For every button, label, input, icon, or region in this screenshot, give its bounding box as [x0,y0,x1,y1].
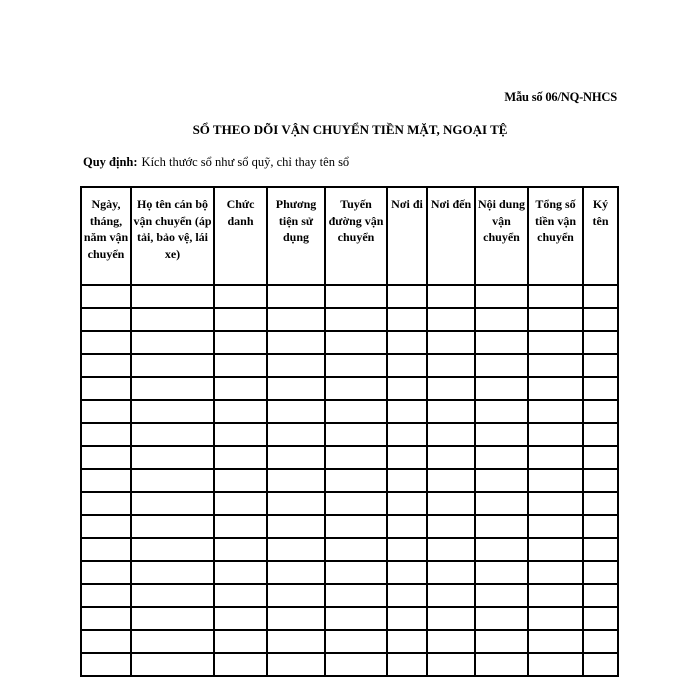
table-cell [131,377,214,400]
table-cell [427,492,475,515]
table-cell [427,377,475,400]
table-cell [427,469,475,492]
table-cell [267,492,325,515]
table-cell [81,308,131,331]
table-row [81,538,618,561]
table-cell [387,653,427,676]
header-staff-name: Họ tên cán bộ vận chuyển (áp tải, bảo vệ, lái xe) [131,187,214,285]
table-cell [427,285,475,308]
table-cell [387,538,427,561]
header-content: Nội dung vận chuyển [475,187,528,285]
table-cell [427,308,475,331]
table-cell [325,377,387,400]
table-cell [475,607,528,630]
table-cell [267,607,325,630]
table-cell [583,285,618,308]
table-cell [475,538,528,561]
table-row [81,630,618,653]
table-cell [387,607,427,630]
table-row [81,423,618,446]
table-cell [583,469,618,492]
table-cell [325,331,387,354]
table-cell [387,515,427,538]
table-cell [131,423,214,446]
table-cell [131,607,214,630]
table-cell [528,331,583,354]
table-cell [528,377,583,400]
table-cell [214,308,267,331]
table-cell [81,630,131,653]
table-cell [475,308,528,331]
table-cell [528,607,583,630]
table-cell [475,584,528,607]
table-cell [387,400,427,423]
table-cell [131,653,214,676]
table-cell [583,653,618,676]
table-cell [325,446,387,469]
table-cell [214,354,267,377]
table-cell [528,285,583,308]
table-cell [131,630,214,653]
table-cell [583,446,618,469]
table-cell [267,446,325,469]
table-row [81,584,618,607]
table-cell [267,423,325,446]
table-cell [528,492,583,515]
table-cell [131,584,214,607]
table-cell [81,653,131,676]
table-cell [267,285,325,308]
table-cell [387,354,427,377]
ledger-body [81,285,618,676]
table-cell [325,469,387,492]
header-signature: Ký tên [583,187,618,285]
table-cell [528,630,583,653]
table-cell [81,400,131,423]
table-cell [81,469,131,492]
table-cell [427,584,475,607]
table-cell [475,331,528,354]
table-cell [528,561,583,584]
table-row [81,469,618,492]
table-cell [387,377,427,400]
table-cell [583,308,618,331]
header-vehicle: Phương tiện sử dụng [267,187,325,285]
table-cell [387,285,427,308]
table-cell [81,492,131,515]
table-cell [267,538,325,561]
table-cell [214,492,267,515]
table-cell [387,308,427,331]
table-cell [325,423,387,446]
table-cell [475,285,528,308]
table-cell [81,354,131,377]
document-title: SỔ THEO DÕI VẬN CHUYỂN TIỀN MẶT, NGOẠI TỆ [192,122,508,137]
table-cell [427,538,475,561]
table-cell [528,538,583,561]
table-cell [427,607,475,630]
table-cell [81,423,131,446]
table-cell [528,584,583,607]
table-cell [475,354,528,377]
table-cell [81,446,131,469]
table-cell [475,446,528,469]
table-cell [583,584,618,607]
table-cell [583,354,618,377]
table-cell [131,354,214,377]
table-cell [475,469,528,492]
table-cell [131,561,214,584]
header-destination: Nơi đến [427,187,475,285]
transport-ledger-table [80,186,619,677]
table-cell [528,423,583,446]
table-cell [214,423,267,446]
table-cell [528,515,583,538]
table-cell [81,515,131,538]
table-cell [528,354,583,377]
table-cell [475,400,528,423]
table-cell [427,653,475,676]
table-cell [267,630,325,653]
table-cell [583,515,618,538]
table-cell [214,400,267,423]
table-row [81,561,618,584]
table-cell [325,630,387,653]
table-cell [583,561,618,584]
table-cell [427,354,475,377]
table-cell [81,331,131,354]
header-route: Tuyến đường vận chuyển [325,187,387,285]
table-cell [325,400,387,423]
table-cell [427,400,475,423]
table-cell [325,354,387,377]
table-cell [583,607,618,630]
table-cell [583,492,618,515]
table-cell [81,285,131,308]
table-cell [528,446,583,469]
table-cell [427,423,475,446]
table-row [81,492,618,515]
regulation-text: Kích thước sổ như sổ quỹ, chỉ thay tên sổ [141,155,350,169]
table-cell [325,653,387,676]
table-cell [387,469,427,492]
table-cell [267,400,325,423]
table-cell [214,285,267,308]
table-row [81,331,618,354]
table-cell [131,469,214,492]
table-cell [427,630,475,653]
table-cell [267,561,325,584]
table-cell [214,561,267,584]
table-cell [325,308,387,331]
table-row [81,653,618,676]
table-cell [131,331,214,354]
form-code: Mẫu số 06/NQ-NHCS [504,90,617,104]
table-cell [267,308,325,331]
table-cell [475,377,528,400]
table-cell [214,630,267,653]
table-cell [325,584,387,607]
table-cell [267,584,325,607]
header-origin: Nơi đi [387,187,427,285]
table-row [81,515,618,538]
table-row [81,400,618,423]
table-cell [427,331,475,354]
regulation-note [83,155,349,170]
table-cell [475,423,528,446]
table-cell [81,561,131,584]
table-cell [387,446,427,469]
table-cell [214,538,267,561]
table-cell [131,492,214,515]
table-cell [427,446,475,469]
table-cell [267,653,325,676]
table-cell [81,607,131,630]
table-cell [475,561,528,584]
table-row [81,377,618,400]
table-cell [387,630,427,653]
table-cell [387,584,427,607]
table-cell [214,331,267,354]
table-row [81,354,618,377]
table-cell [267,377,325,400]
table-cell [475,492,528,515]
table-cell [387,561,427,584]
table-cell [81,584,131,607]
table-cell [325,492,387,515]
table-cell [475,630,528,653]
table-cell [528,400,583,423]
table-cell [325,607,387,630]
table-cell [131,285,214,308]
table-cell [214,446,267,469]
table-row [81,308,618,331]
table-cell [214,377,267,400]
header-date: Ngày, tháng, năm vận chuyển [81,187,131,285]
table-cell [325,285,387,308]
header-position: Chức danh [214,187,267,285]
table-cell [583,377,618,400]
table-cell [387,331,427,354]
table-cell [528,469,583,492]
table-cell [267,515,325,538]
table-cell [131,446,214,469]
table-cell [427,561,475,584]
table-cell [267,331,325,354]
table-cell [131,538,214,561]
table-cell [475,653,528,676]
header-total-amount: Tổng số tiền vận chuyển [528,187,583,285]
table-cell [214,515,267,538]
table-cell [387,423,427,446]
table-cell [583,331,618,354]
table-cell [583,538,618,561]
table-cell [214,607,267,630]
table-cell [214,469,267,492]
header-row [81,187,618,285]
table-cell [583,400,618,423]
table-row [81,446,618,469]
table-row [81,607,618,630]
table-cell [131,400,214,423]
table-cell [131,308,214,331]
table-cell [81,538,131,561]
table-cell [267,354,325,377]
table-cell [583,423,618,446]
table-cell [325,538,387,561]
table-row [81,285,618,308]
table-cell [427,515,475,538]
table-cell [583,630,618,653]
table-cell [81,377,131,400]
table-cell [214,653,267,676]
table-cell [387,492,427,515]
table-cell [325,561,387,584]
table-cell [528,308,583,331]
table-cell [325,515,387,538]
table-cell [214,584,267,607]
table-cell [267,469,325,492]
table-cell [528,653,583,676]
regulation-label: Quy định: [83,155,138,169]
table-cell [475,515,528,538]
table-cell [131,515,214,538]
